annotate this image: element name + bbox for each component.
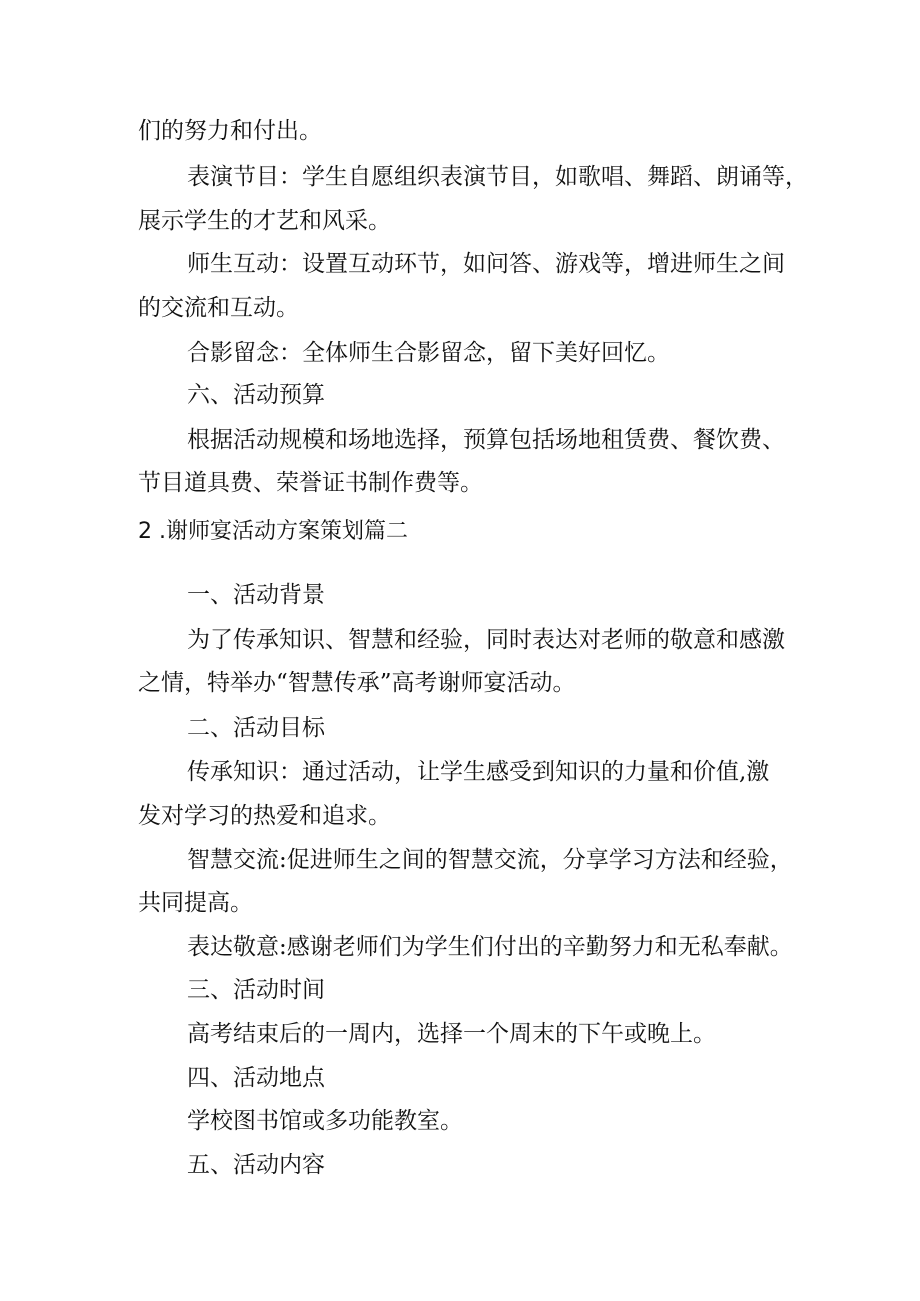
section-heading: 二、活动目标: [187, 715, 325, 741]
section-heading: 一、活动背景: [187, 582, 325, 608]
paragraph-line: 高考结束后的一周内，选择一个周末的下午或晚上。: [187, 1021, 716, 1047]
section-heading: 四、活动地点: [187, 1065, 325, 1091]
paragraph-line: 根据活动规模和场地选择，预算包括场地租赁费、餐饮费、: [187, 427, 785, 453]
paragraph-line: 之情，特举办“智慧传承”高考谢师宴活动。: [138, 670, 576, 696]
paragraph-line: 智慧交流:促进师生之间的智慧交流，分享学习方法和经验，: [187, 847, 793, 873]
section-heading: 三、活动时间: [187, 977, 325, 1003]
paragraph-line: 的交流和互动。: [138, 295, 299, 321]
paragraph-line: 传承知识：通过活动，让学生感受到知识的力量和价值,激: [187, 759, 770, 785]
paragraph-line: 发对学习的热爱和追求。: [138, 803, 391, 829]
article-title: 2 .谢师宴活动方案策划篇二: [138, 519, 408, 544]
paragraph-line: 展示学生的才艺和风采。: [138, 208, 391, 234]
paragraph-line: 合影留念：全体师生合影留念，留下美好回忆。: [187, 340, 670, 366]
paragraph-line: 们的努力和付出。: [138, 118, 322, 144]
paragraph-line: 表达敬意:感谢老师们为学生们付出的辛勤努力和无私奉献。: [187, 934, 793, 960]
paragraph-line: 学校图书馆或多功能教室。: [187, 1108, 463, 1134]
section-heading: 六、活动预算: [187, 382, 325, 408]
paragraph-line: 为了传承知识、智慧和经验，同时表达对老师的敬意和感激: [187, 627, 785, 653]
paragraph-line: 共同提高。: [138, 890, 253, 916]
paragraph-line: 师生互动：设置互动环节，如问答、游戏等，增进师生之间: [187, 251, 785, 277]
paragraph-line: 节目道具费、荣誉证书制作费等。: [138, 470, 483, 496]
paragraph-line: 表演节目：学生自愿组织表演节目，如歌唱、舞蹈、朗诵等，: [187, 164, 808, 190]
section-heading: 五、活动内容: [187, 1152, 325, 1178]
